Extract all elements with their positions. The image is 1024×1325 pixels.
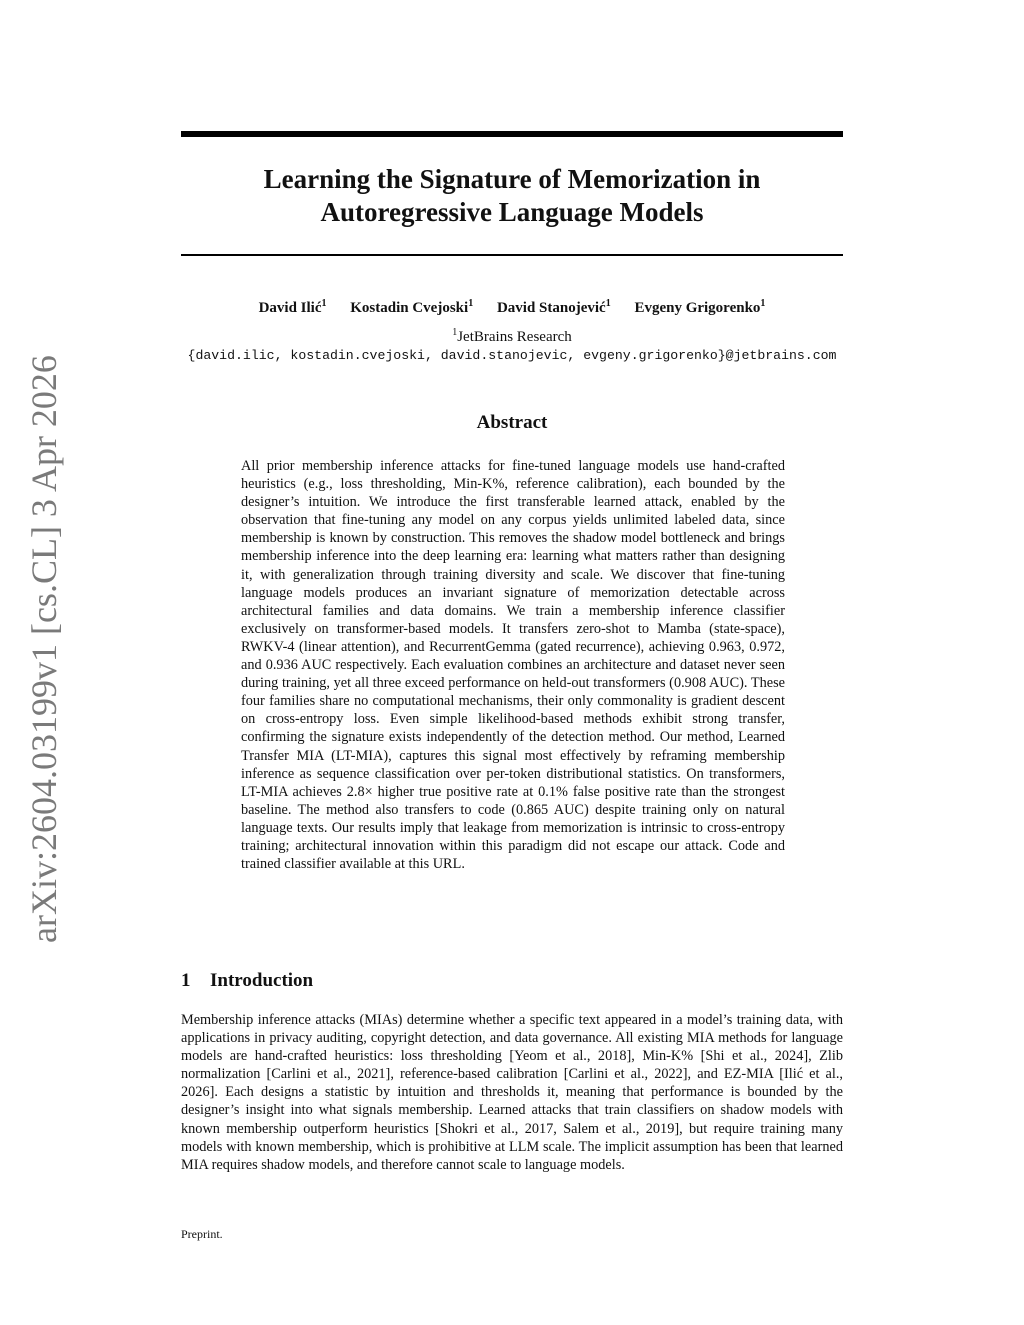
title-line-1: Learning the Signature of Memorization in: [263, 164, 761, 194]
author-3: David Stanojević$^1$: [496, 298, 611, 316]
introduction-heading: [181, 969, 843, 993]
section-number: 1: [181, 970, 191, 991]
title-bottom-rule: [181, 254, 843, 256]
abstract-heading: Abstract: [476, 412, 548, 433]
author-emails: {david.ilic, kostadin.cvejoski, david.stanojevic, evgeny.grigorenko}@jetbrains.com: [187, 348, 837, 363]
affiliation: $^1$JetBrains Research: [452, 327, 572, 345]
section-title: Introduction: [210, 970, 314, 991]
author-4: Evgeny Grigorenko$^1$: [634, 298, 766, 316]
title-top-rule: [181, 131, 843, 137]
footer-note: Preprint.: [181, 1227, 223, 1241]
abstract-text: All prior membership inference attacks for fine-tuned language models use hand-crafted heuristics (e.g., loss thresholding, Min-K%, reference calibration), each bounded by the designer’s intuition. We introduce the first transferable learned attack, enabled by the observation that fine-tuning any model on any corpus yields unlimited labeled data, since membership is known by construction. This removes the shadow model bottleneck and brings membership inference into the deep learning era: learning what matters rather than designing it, with generalization through training diversity and scale. We discover that fine-tuning language models produces an invariant signature of memorization detectable across architectural families and data domains. We train a membership inference classifier exclusively on transformer-based models. It transfers zero-shot to Mamba (state-space), RWKV-4 (linear attention), and RecurrentGemma (gated recurrence), achieving 0.963, 0.972, and 0.936 AUC respectively. Each evaluation combines an architecture and dataset never seen during training, yet all three exceed performance on held-out transformers (0.908 AUC). These four families share no computational mechanisms, their only commonality is gradient descent on cross-entropy loss. Even simple likelihood-based methods exhibit strong transfer, confirming the signature exists independently of the detection method. Our method, Learned Transfer MIA (LT-MIA), captures this signal most effectively by reframing membership inference as sequence classification over per-token distributional statistics. On transformers, LT-MIA achieves 2.8× higher true positive rate at 0.1% false positive rate than the strongest baseline. The method also transfers to code (0.865 AUC) despite training only on natural language texts. Our results imply that leakage from memorization is intrinsic to cross-entropy training; architectural innovation within this paradigm did not escape our attack. Code and trained classifier available at this URL.: [241, 458, 785, 873]
arxiv-identifier-stamp: arXiv:2604.03199v1 [cs.CL] 3 Apr 2026: [24, 355, 64, 943]
author-list: [181, 298, 843, 318]
title-line-2: Autoregressive Language Models: [320, 197, 704, 227]
author-2: Kostadin Cvejoski$^1$: [350, 298, 474, 316]
paper-title: [181, 163, 843, 229]
author-1: David Ilić$^1$: [258, 298, 327, 316]
introduction-text: Membership inference attacks (MIAs) determine whether a specific text appeared in a model’s training data, with applications in privacy auditing, copyright detection, and data governance. All existing MIA methods for language models are hand-crafted heuristics: loss thresholding [Yeom et al., 2018], Min-K% [Shi et al., 2024], Zlib normalization [Carlini et al., 2021], reference-based calibration [Carlini et al., 2022], and EZ-MIA [Ilić et al., 2026]. Each designs a statistic by intuition and thresholds it, meaning that performance is bounded by the designer’s insight into what signals membership. Learned attacks that train classifiers on shadow models with known membership outperform heuristics [Shokri et al., 2017, Salem et al., 2019], but require training many models with known membership, which is prohibitive at LLM scale. The implicit assumption has been that learned MIA requires shadow models, and therefore cannot scale to language models.: [181, 1012, 843, 1173]
